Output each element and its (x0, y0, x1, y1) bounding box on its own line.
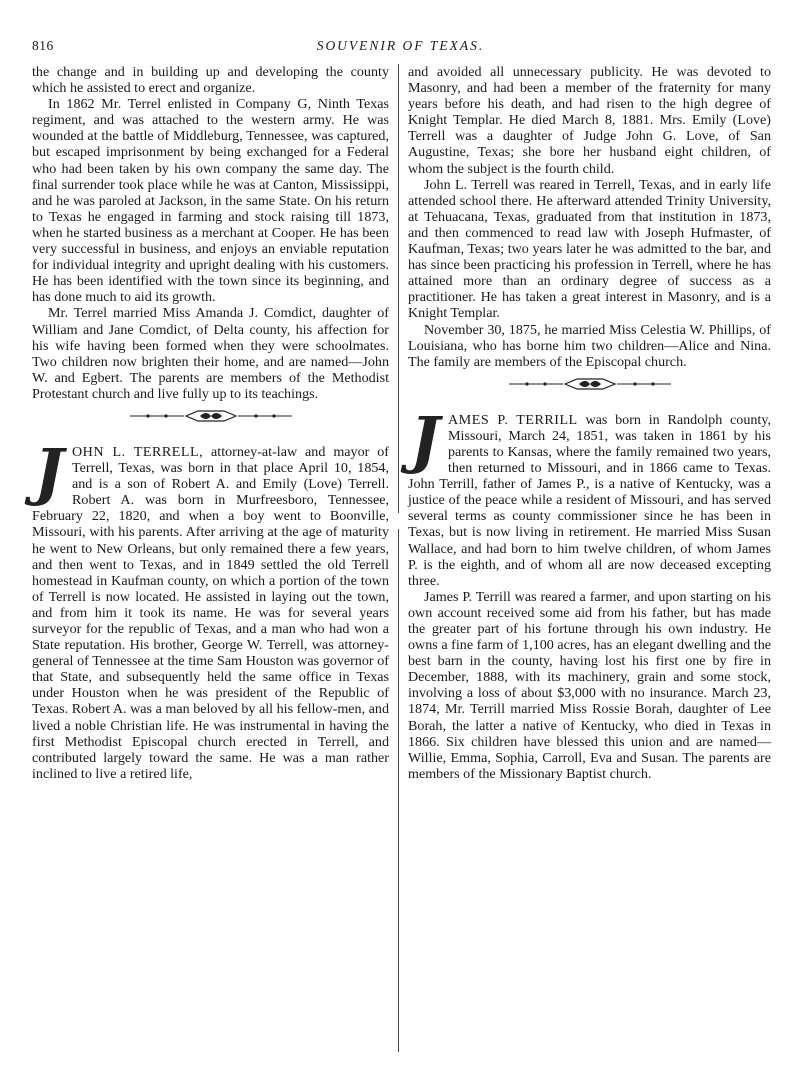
column-divider (398, 64, 399, 1052)
paragraph: and avoided all unnecessary publicity. He was devoted to Masonry, and had been a member of the fraternity for many years before his death, and had risen to the high degree of Knight Templar. He died March 8, 1881. Mrs. Emily (Love) Terrell was a daughter of Judge John G. Love, of San Augustine, Texas; she bore her husband eight children, of whom the subject is the fourth child. (408, 64, 771, 177)
bio-text: attorney-at-law and mayor of Terrell, Texas, was born in that place April 10, 1854, and is a son of Robert A. and Emily (Love) Terrell. Robert A. was born in Murfreesboro, Tennessee, February 22, 1820, and when a boy went to Boonville, Missouri, with his parents. After arriving at the age of maturity he went to New Orleans, but only remained there a few years, and then went to Texas, and in 1849 settled the old Terrell homestead in Kaufman county, on which a portion of the town of Terrell is now located. He assisted in laying out the town, and from him it took its name. He was for several years surveyor for the republic of Texas, and a man who had won a State reputation. His brother, George W. Terrell, was attorney-general of Tennessee at the time Sam Houston was governor of that State, and subsequently held the same office in Texas under Houston when he was president of the Republic of Texas. Robert A. was a man beloved by all his fellow-men, and lived a noble Christian life. He was instrumental in having the first Methodist Episcopal church erected in Terrell, and contributed largely toward the same. He was a man rather inclined to live a retired life, (32, 443, 389, 782)
paragraph: In 1862 Mr. Terrel enlisted in Company G, Ninth Texas regiment, and was attached to the western army. He was wounded at the battle of Middleburg, Tennessee, was captured, but escaped imprisonment by being exchanged for a Federal who had been taken by his own company the same day. The final surrender took place while he was at Canton, Mississippi, and he was paroled at Jackson, in the same State. On his return to Texas he engaged in farming and stock raising till 1873, when he started business as a merchant at Cooper. He has been very successful in business, and enjoys an enviable reputation for individual integrity and upright dealing with his customers. He has been identified with the town since its beginning, and has done much to aid its growth. (32, 96, 389, 306)
running-head: SOUVENIR OF TEXAS. (316, 38, 485, 53)
bio-name: OHN L. TERRELL, (72, 443, 204, 460)
left-column (32, 64, 389, 782)
bio-lead-paragraph (408, 402, 771, 589)
bio-text: was born in Randolph county, Missouri, March 24, 1851, was taken in 1861 by his parents to Kansas, where the family remained two years, then returned to Missouri, and in 1866 came to Texas. John Terrill, father of James P., is a native of Kentucky, was a justice of the peace while a resident of Missouri, and has served several terms as county commissioner since he has been in Texas, but is now living in retirement. He married Miss Susan Wallace, and had born to him twelve children, of whom James P. is the eighth, and of whom all are now deceased excepting three. (408, 411, 771, 589)
column-divider-break (395, 513, 402, 529)
paragraph: John L. Terrell was reared in Terrell, Texas, and in early life attended school there. He afterward attended Trinity University, at Tehuacana, Texas, graduated from that institution in 1873, and then commenced to read law with Joseph Hufmaster, of Kaufman, Texas; two years later he was admitted to the bar, and has since been practicing his profession in Terrell, where he has attained more than an ordinary degree of success as a practitioner. He has taken a great interest in Masonry, and is a Knight Templar. (408, 176, 771, 322)
paragraph: Mr. Terrel married Miss Amanda J. Comdict, daughter of William and Jane Comdict, of Delta county, his affection for his wife having been formed when they were schoolmates. Two children now brighten their home, and are named—John W. and Egbert. The parents are members of the Methodist Protestant church and live fully up to its teachings. (32, 305, 389, 402)
paragraph: James P. Terrill was reared a farmer, and upon starting on his own account received some aid from his father, but has made the greater part of his fortune through his own industry. He owns a fine farm of 1,100 acres, has an elegant dwelling and the best barn in the county, having lost his first one by fire in December, 1888, with its machinery, grain and some stock, involving a loss of about $3,000 with no insurance. March 23, 1874, Mr. Terrill married Miss Rossie Borah, daughter of Lee Borah, the latter a native of Kentucky, who died in Texas in 1866. Six children have blessed this union and are named—Willie, Emma, Sophia, Carroll, Eva and Susan. The parents are members of the Missionary Baptist church. (408, 588, 771, 782)
ornament-icon (505, 377, 675, 391)
paragraph: the change and in building up and developing the county which he assisted to erect and organize. (32, 64, 389, 97)
paragraph: November 30, 1875, he married Miss Celestia W. Phillips, of Louisiana, who has borne him two children—Alice and Nina. The family are members of the Episcopal church. (408, 321, 771, 370)
drop-cap-initial: J (34, 434, 64, 508)
right-column (408, 64, 771, 782)
bio-name: AMES P. TERRILL (448, 411, 578, 428)
section-ornament (408, 370, 771, 398)
page-number: 816 (32, 38, 54, 53)
bio-john-terrell (32, 434, 389, 782)
drop-cap-initial: J (410, 402, 440, 476)
page-header (32, 38, 769, 58)
section-ornament (32, 402, 389, 430)
ornament-icon (126, 409, 296, 423)
bio-lead-paragraph (32, 434, 389, 782)
bio-james-terrill (408, 402, 771, 782)
